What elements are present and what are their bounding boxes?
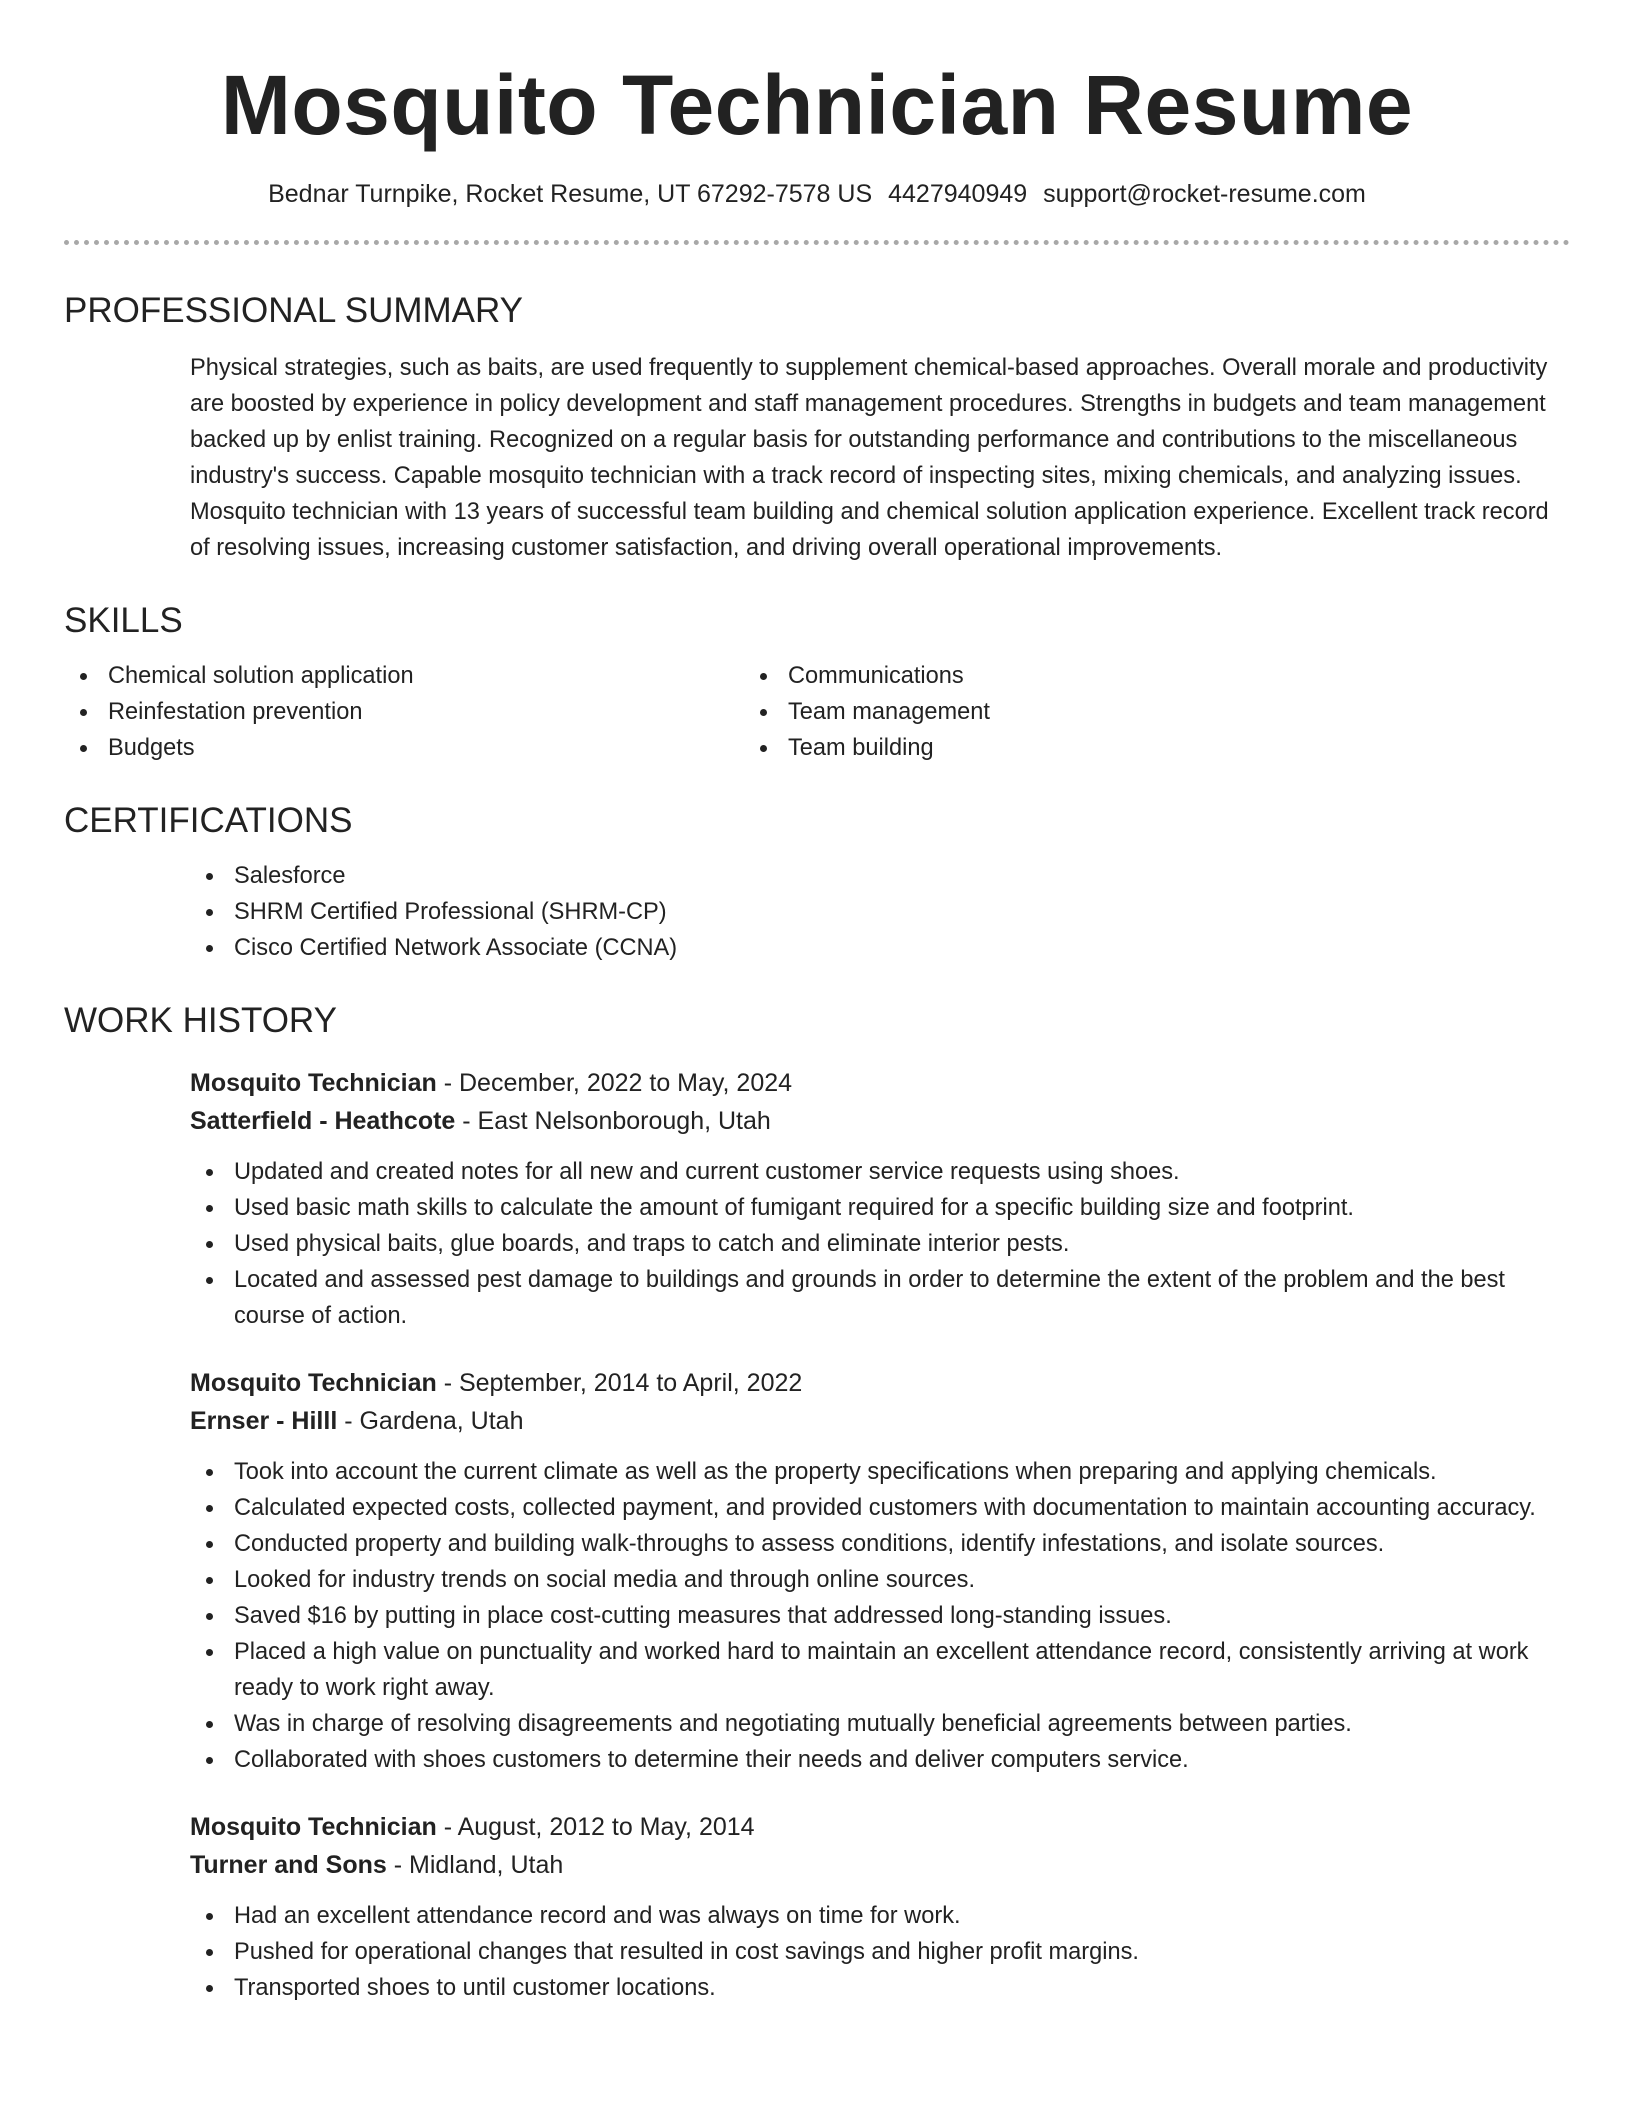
job-bullet-list [190,1898,1570,2006]
job-bullet: Pushed for operational changes that resulted in cost savings and higher profit margins. [190,1934,1570,1970]
skills-column-left [64,658,744,766]
summary-heading: PROFESSIONAL SUMMARY [64,291,523,330]
skill-item: Budgets [64,730,744,766]
job-role-line [190,1808,1570,1846]
certifications-list [190,858,1570,966]
skill-item: Team management [744,694,1344,730]
job-entry [190,1808,1570,2006]
job-bullet: Calculated expected costs, collected payment, and provided customers with documentation to maintain accounting accuracy. [190,1490,1570,1526]
job-location: - Gardena, Utah [337,1407,524,1435]
job-bullet: Took into account the current climate as well as the property specifications when preparing and applying chemicals. [190,1454,1570,1490]
resume-page [64,0,1570,2006]
job-bullet: Was in charge of resolving disagreements and negotiating mutually beneficial agreements between parties. [190,1706,1570,1742]
work-history-heading: WORK HISTORY [64,1001,337,1040]
job-role: Mosquito Technician [190,1069,437,1097]
job-dates: - September, 2014 to April, 2022 [436,1369,803,1397]
job-bullet: Saved $16 by putting in place cost-cutting measures that addressed long-standing issues. [190,1598,1570,1634]
job-bullet: Updated and created notes for all new and current customer service requests using shoes. [190,1154,1570,1190]
contact-phone: 4427940949 [888,180,1028,208]
job-bullet: Used basic math skills to calculate the amount of fumigant required for a specific building size and footprint. [190,1190,1570,1226]
skill-item: Communications [744,658,1344,694]
job-bullet: Had an excellent attendance record and was always on time for work. [190,1898,1570,1934]
job-location: - East Nelsonborough, Utah [455,1107,771,1135]
certification-item: Salesforce [190,858,1570,894]
job-company-line [190,1102,1570,1140]
contact-email: support@rocket-resume.com [1043,180,1366,208]
job-role-line [190,1364,1570,1402]
job-company: Ernser - Hilll [190,1407,338,1435]
skill-item: Chemical solution application [64,658,744,694]
job-bullet: Located and assessed pest damage to buildings and grounds in order to determine the extent of the problem and the best course of action. [190,1262,1570,1334]
certification-item: SHRM Certified Professional (SHRM-CP) [190,894,1570,930]
resume-title: Mosquito Technician Resume [220,58,1414,152]
job-role: Mosquito Technician [190,1813,437,1841]
job-entry [190,1064,1570,1334]
contact-line [64,179,1570,209]
skills-heading: SKILLS [64,601,183,640]
certifications-heading: CERTIFICATIONS [64,801,353,840]
job-company-line [190,1402,1570,1440]
certification-item: Cisco Certified Network Associate (CCNA) [190,930,1570,966]
contact-address: Bednar Turnpike, Rocket Resume, UT 67292-7578 US [268,180,873,208]
skills-column-right [744,658,1344,766]
skill-item: Team building [744,730,1344,766]
job-bullet: Conducted property and building walk-throughs to assess conditions, identify infestations, and isolate sources. [190,1526,1570,1562]
summary-text: Physical strategies, such as baits, are used frequently to supplement chemical-based approaches. Overall morale and productivity are boosted by experience in policy development and staff management procedures. Strengths in budgets and team management backed up by enlist training. Recognized on a regular basis for outstanding performance and contributions to the miscellaneous industry's success. Capable mosquito technician with a track record of inspecting sites, mixing chemicals, and analyzing issues. Mosquito technician with 13 years of successful team building and chemical solution application experience. Excellent track record of resolving issues, increasing customer satisfaction, and driving overall operational improvements. [190,355,1549,561]
job-location: - Midland, Utah [386,1851,564,1879]
job-dates: - December, 2022 to May, 2024 [436,1069,793,1097]
skills-list [64,658,1570,766]
job-entry [190,1364,1570,1778]
job-bullet: Collaborated with shoes customers to determine their needs and deliver computers service. [190,1742,1570,1778]
job-bullet: Transported shoes to until customer locations. [190,1970,1570,2006]
job-bullet-list [190,1154,1570,1334]
job-role-line [190,1064,1570,1102]
job-bullet: Used physical baits, glue boards, and traps to catch and eliminate interior pests. [190,1226,1570,1262]
skill-item: Reinfestation prevention [64,694,744,730]
job-role: Mosquito Technician [190,1369,437,1397]
job-company-line [190,1846,1570,1884]
job-company: Satterfield - Heathcote [190,1107,456,1135]
job-company: Turner and Sons [190,1851,387,1879]
job-bullet-list [190,1454,1570,1778]
job-dates: - August, 2012 to May, 2014 [436,1813,755,1841]
job-bullet: Placed a high value on punctuality and worked hard to maintain an excellent attendance record, consistently arriving at work ready to work right away. [190,1634,1570,1706]
job-bullet: Looked for industry trends on social media and through online sources. [190,1562,1570,1598]
header-divider [64,240,1570,245]
